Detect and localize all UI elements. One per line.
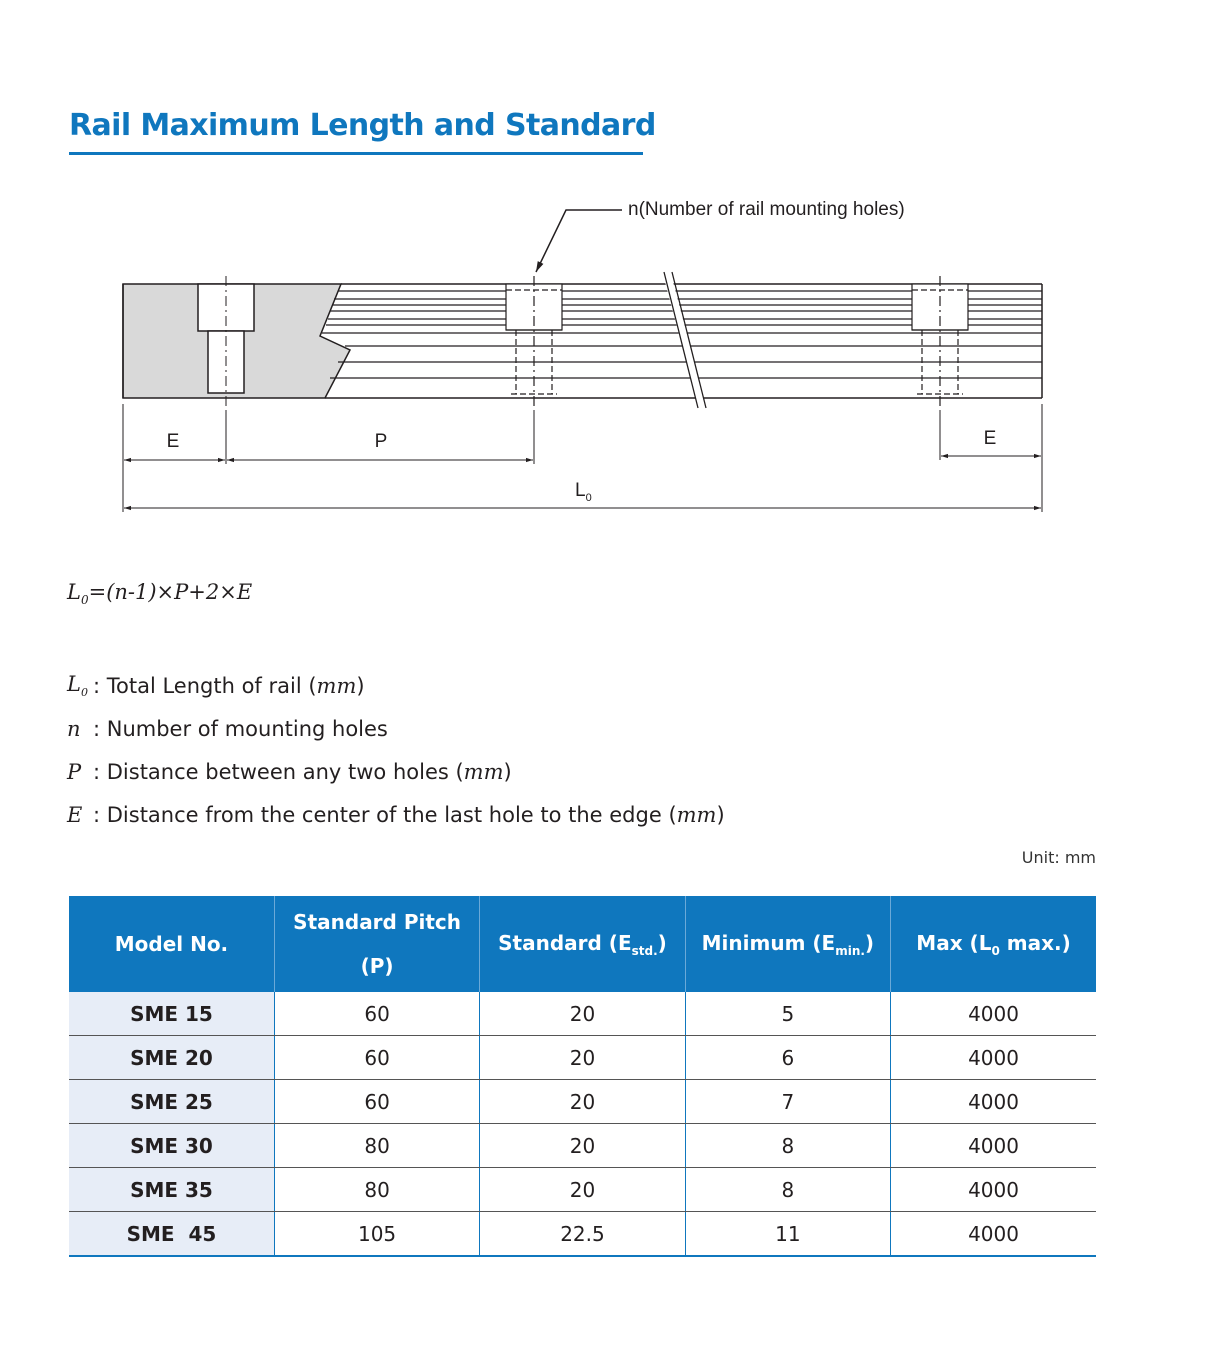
cell-minimum: 8 <box>685 1168 890 1212</box>
rail-length-table <box>69 896 1096 1257</box>
label-e-right: E <box>983 428 997 449</box>
hidden-hole-right <box>912 276 968 408</box>
break-line-left <box>664 272 698 408</box>
cell-standard: 22.5 <box>480 1212 685 1257</box>
def-symbol-sub: 0 <box>80 686 88 700</box>
callout-leader <box>536 210 622 272</box>
header-minimum-close: ) <box>864 930 875 955</box>
unit-note: Unit: mm <box>1021 848 1096 867</box>
label-p: P <box>374 431 388 452</box>
header-model: Model No. <box>69 896 274 992</box>
page-title: Rail Maximum Length and Standard <box>69 108 656 143</box>
cell-pitch: 80 <box>274 1124 479 1168</box>
cell-minimum: 7 <box>685 1080 890 1124</box>
def-text: : Total Length of rail ( <box>93 673 317 698</box>
table-row <box>69 1212 1096 1257</box>
title-underline <box>69 152 643 155</box>
length-formula <box>67 580 252 607</box>
header-pitch-line1: Standard Pitch <box>293 910 461 934</box>
cell-pitch: 105 <box>274 1212 479 1257</box>
symbol-definitions <box>67 664 725 836</box>
cell-minimum: 8 <box>685 1124 890 1168</box>
def-text: : Distance between any two holes ( <box>93 759 464 784</box>
cell-model: SME 20 <box>69 1036 274 1080</box>
cell-max: 4000 <box>891 1080 1096 1124</box>
cell-model: SME 45 <box>69 1212 274 1257</box>
cell-standard: 20 <box>480 1124 685 1168</box>
label-e-left: E <box>166 431 180 452</box>
def-text: : Distance from the center of the last hole to the edge ( <box>93 802 677 827</box>
def-close: ) <box>503 759 512 784</box>
table-row <box>69 1124 1096 1168</box>
def-symbol: P <box>67 759 82 784</box>
cell-pitch: 80 <box>274 1168 479 1212</box>
cell-max: 4000 <box>891 1168 1096 1212</box>
def-close: ) <box>356 673 365 698</box>
def-symbol <box>67 672 93 699</box>
header-pitch-line2: (P) <box>360 954 394 978</box>
cell-max: 4000 <box>891 1124 1096 1168</box>
table-row <box>69 992 1096 1036</box>
table-row <box>69 1080 1096 1124</box>
label-l0-sub: 0 <box>585 492 592 504</box>
cell-minimum: 5 <box>685 992 890 1036</box>
def-unit: mm <box>676 802 717 827</box>
cell-max: 4000 <box>891 1212 1096 1257</box>
definition-p <box>67 750 725 793</box>
label-l0-main: L <box>575 480 586 501</box>
cell-minimum: 11 <box>685 1212 890 1257</box>
cell-model: SME 25 <box>69 1080 274 1124</box>
cell-model: SME 35 <box>69 1168 274 1212</box>
table-row <box>69 1168 1096 1212</box>
def-unit: mm <box>316 673 357 698</box>
header-max <box>891 896 1096 992</box>
rail-diagram <box>0 190 1208 530</box>
def-symbol: E <box>67 802 83 827</box>
header-standard-sub: std. <box>631 943 658 958</box>
header-standard-text: Standard (E <box>498 930 632 955</box>
table-row <box>69 1036 1096 1080</box>
header-max-text: Max (L <box>916 930 992 955</box>
hidden-hole-middle <box>506 276 562 408</box>
cell-pitch: 60 <box>274 992 479 1036</box>
cell-max: 4000 <box>891 1036 1096 1080</box>
cell-model: SME 15 <box>69 992 274 1036</box>
cell-standard: 20 <box>480 1036 685 1080</box>
def-text: : Number of mounting holes <box>93 716 388 741</box>
cell-standard: 20 <box>480 992 685 1036</box>
formula-rhs: =(n-1)×P+2×E <box>88 580 253 604</box>
def-close: ) <box>716 802 725 827</box>
header-standard-close: ) <box>657 930 667 955</box>
header-minimum-text: Minimum (E <box>701 930 836 955</box>
definition-l0 <box>67 664 725 707</box>
header-minimum-sub: min. <box>835 943 865 958</box>
definition-e <box>67 793 725 836</box>
cell-minimum: 6 <box>685 1036 890 1080</box>
header-max-tail: max.) <box>999 930 1071 955</box>
header-standard <box>480 896 685 992</box>
cell-pitch: 60 <box>274 1080 479 1124</box>
cell-max: 4000 <box>891 992 1096 1036</box>
cell-model: SME 30 <box>69 1124 274 1168</box>
header-max-sub: 0 <box>991 943 1000 958</box>
table-header-row <box>69 896 1096 992</box>
definition-n <box>67 707 725 750</box>
header-pitch <box>274 896 479 992</box>
formula-lhs: L <box>67 580 81 604</box>
label-l0 <box>575 480 592 504</box>
break-line-right <box>672 272 706 408</box>
formula-lhs-sub: 0 <box>80 593 89 608</box>
def-symbol-main: L <box>67 671 81 696</box>
callout-label: n(Number of rail mounting holes) <box>628 199 905 220</box>
def-unit: mm <box>463 759 504 784</box>
def-symbol: n <box>67 716 81 741</box>
cell-standard: 20 <box>480 1080 685 1124</box>
cell-standard: 20 <box>480 1168 685 1212</box>
header-minimum <box>685 896 890 992</box>
cell-pitch: 60 <box>274 1036 479 1080</box>
